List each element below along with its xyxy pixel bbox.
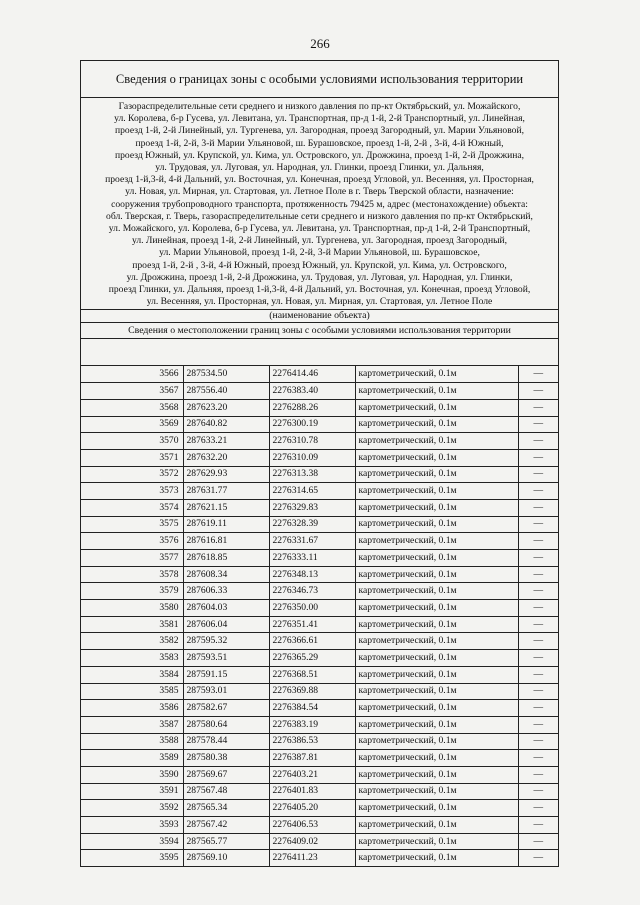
form-title: Сведения о границах зоны с особыми условиями использования территории [81,61,558,98]
point-number-cell: 3584 [81,666,183,683]
table-row [81,800,558,817]
coordinate-y-cell: 2276350.00 [269,600,355,617]
determination-method-cell: картометрический, 0.1м [355,716,518,733]
point-number-cell: 3586 [81,700,183,717]
coordinate-x-cell: 287556.40 [183,383,269,400]
determination-method-cell: картометрический, 0.1м [355,766,518,783]
coordinate-x-cell: 287632.20 [183,449,269,466]
determination-method-cell: картометрический, 0.1м [355,833,518,850]
coordinate-y-cell: 2276403.21 [269,766,355,783]
determination-method-cell: картометрический, 0.1м [355,366,518,382]
note-cell: — [518,499,558,516]
point-number-cell: 3580 [81,600,183,617]
determination-method-cell: картометрический, 0.1м [355,800,518,817]
coordinate-x-cell: 287567.42 [183,817,269,834]
table-row [81,550,558,567]
coordinate-y-cell: 2276300.19 [269,416,355,433]
table-header-spacer [81,339,558,366]
description-line: проезд Глинки, ул. Дальняя, проезд 1-й,3-й, 4-й Дальний, ул. Восточная, ул. Конечная, проезд Угловой, [108,284,531,296]
determination-method-cell: картометрический, 0.1м [355,499,518,516]
determination-method-cell: картометрический, 0.1м [355,449,518,466]
table-row [81,383,558,400]
coordinate-y-cell: 2276351.41 [269,616,355,633]
object-name-caption: (наименование объекта) [81,310,558,323]
coordinate-y-cell: 2276288.26 [269,399,355,416]
note-cell: — [518,766,558,783]
note-cell: — [518,433,558,450]
note-cell: — [518,666,558,683]
point-number-cell: 3593 [81,817,183,834]
object-description [81,98,558,310]
coordinate-x-cell: 287567.48 [183,783,269,800]
table-row [81,449,558,466]
point-number-cell: 3575 [81,516,183,533]
table-row [81,366,558,382]
description-line: проезд 1-й,3-й, 4-й Дальний, ул. Восточная, ул. Конечная, проезд Угловой, ул. Весенняя, ул. Просторная, [105,174,534,186]
determination-method-cell: картометрический, 0.1м [355,666,518,683]
description-line: проезд Южный, ул. Крупской, ул. Кима, ул. Островского, ул. Дрожжина, проезд 1-й, 2-й Дрожжина, [114,149,525,161]
point-number-cell: 3576 [81,533,183,550]
note-cell: — [518,833,558,850]
coordinate-x-cell: 287569.10 [183,850,269,866]
coordinate-x-cell: 287606.33 [183,583,269,600]
point-number-cell: 3569 [81,416,183,433]
note-cell: — [518,600,558,617]
determination-method-cell: картометрический, 0.1м [355,383,518,400]
coordinate-y-cell: 2276331.67 [269,533,355,550]
determination-method-cell: картометрический, 0.1м [355,516,518,533]
coordinate-x-cell: 287580.38 [183,750,269,767]
determination-method-cell: картометрический, 0.1м [355,583,518,600]
note-cell: — [518,466,558,483]
table-row [81,633,558,650]
coordinate-x-cell: 287591.15 [183,666,269,683]
coordinate-x-cell: 287621.15 [183,499,269,516]
table-row [81,833,558,850]
coordinate-y-cell: 2276329.83 [269,499,355,516]
table-row [81,499,558,516]
coordinate-x-cell: 287534.50 [183,366,269,382]
coordinate-y-cell: 2276310.09 [269,449,355,466]
table-row [81,466,558,483]
coordinate-y-cell: 2276366.61 [269,633,355,650]
coordinate-y-cell: 2276365.29 [269,650,355,667]
description-line: проезд 1-й, 2-й , 3-й, 4-й Южный, проезд Южный, ул. Крупской, ул. Кима, ул. Островского, [132,259,507,271]
coordinate-y-cell: 2276310.78 [269,433,355,450]
determination-method-cell: картометрический, 0.1м [355,700,518,717]
coordinate-x-cell: 287631.77 [183,483,269,500]
point-number-cell: 3581 [81,616,183,633]
coordinate-y-cell: 2276348.13 [269,566,355,583]
determination-method-cell: картометрический, 0.1м [355,750,518,767]
determination-method-cell: картометрический, 0.1м [355,399,518,416]
note-cell: — [518,750,558,767]
description-line: ул. Весенняя, ул. Просторная, ул. Новая, ул. Мирная, ул. Стартовая, ул. Летное Поле [146,296,493,308]
coordinate-x-cell: 287580.64 [183,716,269,733]
coordinate-y-cell: 2276368.51 [269,666,355,683]
point-number-cell: 3594 [81,833,183,850]
note-cell: — [518,399,558,416]
table-row [81,566,558,583]
coordinate-y-cell: 2276387.81 [269,750,355,767]
coordinate-x-cell: 287593.51 [183,650,269,667]
note-cell: — [518,616,558,633]
table-row [81,600,558,617]
coordinate-y-cell: 2276383.40 [269,383,355,400]
coordinate-x-cell: 287593.01 [183,683,269,700]
determination-method-cell: картометрический, 0.1м [355,550,518,567]
point-number-cell: 3567 [81,383,183,400]
note-cell: — [518,583,558,600]
coordinate-y-cell: 2276386.53 [269,733,355,750]
coordinate-y-cell: 2276346.73 [269,583,355,600]
determination-method-cell: картометрический, 0.1м [355,817,518,834]
table-row [81,683,558,700]
determination-method-cell: картометрический, 0.1м [355,600,518,617]
point-number-cell: 3577 [81,550,183,567]
note-cell: — [518,416,558,433]
point-number-cell: 3568 [81,399,183,416]
table-row [81,666,558,683]
coordinate-x-cell: 287595.32 [183,633,269,650]
table-row [81,700,558,717]
point-number-cell: 3572 [81,466,183,483]
determination-method-cell: картометрический, 0.1м [355,466,518,483]
table-row [81,783,558,800]
point-number-cell: 3582 [81,633,183,650]
table-row [81,516,558,533]
point-number-cell: 3578 [81,566,183,583]
coordinate-y-cell: 2276405.20 [269,800,355,817]
coordinate-x-cell: 287619.11 [183,516,269,533]
coordinate-y-cell: 2276384.54 [269,700,355,717]
coordinate-x-cell: 287569.67 [183,766,269,783]
zone-boundary-form [80,60,559,867]
point-number-cell: 3589 [81,750,183,767]
description-line: ул. Дрожжина, проезд 1-й, 2-й Дрожжина, ул. Трудовая, ул. Луговая, ул. Народная, ул. Глинки, [126,271,513,283]
note-cell: — [518,683,558,700]
section-title: Сведения о местоположении границ зоны с особыми условиями использования территории [81,323,558,339]
determination-method-cell: картометрический, 0.1м [355,683,518,700]
coordinate-x-cell: 287565.34 [183,800,269,817]
table-row [81,416,558,433]
note-cell: — [518,383,558,400]
determination-method-cell: картометрический, 0.1м [355,566,518,583]
table-row [81,716,558,733]
description-line: ул. Новая, ул. Мирная, ул. Стартовая, ул. Летное Поле в г. Тверь Тверской области, назначение: [125,186,514,198]
description-line: ул. Линейная, проезд 1-й, 2-й Линейный, ул. Тургенева, ул. Загородная, проезд Загородный, [131,235,508,247]
coordinate-y-cell: 2276369.88 [269,683,355,700]
coordinate-y-cell: 2276406.53 [269,817,355,834]
coordinate-y-cell: 2276314.65 [269,483,355,500]
coordinate-x-cell: 287578.44 [183,733,269,750]
description-line: обл. Тверская, г. Тверь, газораспределительные сети среднего и низкого давления по пр-кт Октябрьский, [106,210,533,222]
page-number: 266 [310,36,330,51]
note-cell: — [518,817,558,834]
point-number-cell: 3573 [81,483,183,500]
determination-method-cell: картометрический, 0.1м [355,416,518,433]
coordinate-y-cell: 2276409.02 [269,833,355,850]
description-line: ул. Трудовая, ул. Луговая, ул. Народная, ул. Глинки, проезд Глинки, ул. Дальняя, [155,162,484,174]
coordinate-x-cell: 287618.85 [183,550,269,567]
determination-method-cell: картометрический, 0.1м [355,733,518,750]
determination-method-cell: картометрический, 0.1м [355,483,518,500]
determination-method-cell: картометрический, 0.1м [355,633,518,650]
note-cell: — [518,850,558,866]
description-line: ул. Королева, б-р Гусева, ул. Левитана, ул. Транспортная, пр-д 1-й, 2-й Транспортный, ул. Линейная, [114,113,525,125]
coordinate-x-cell: 287633.21 [183,433,269,450]
determination-method-cell: картометрический, 0.1м [355,616,518,633]
note-cell: — [518,533,558,550]
coordinate-x-cell: 287606.04 [183,616,269,633]
point-number-cell: 3591 [81,783,183,800]
note-cell: — [518,366,558,382]
point-number-cell: 3595 [81,850,183,866]
table-row [81,583,558,600]
coordinate-y-cell: 2276414.46 [269,366,355,382]
coordinate-x-cell: 287582.67 [183,700,269,717]
point-number-cell: 3592 [81,800,183,817]
point-number-cell: 3570 [81,433,183,450]
table-row [81,850,558,866]
table-row [81,533,558,550]
determination-method-cell: картометрический, 0.1м [355,533,518,550]
coordinate-y-cell: 2276383.19 [269,716,355,733]
point-number-cell: 3587 [81,716,183,733]
note-cell: — [518,516,558,533]
coordinate-x-cell: 287608.34 [183,566,269,583]
coordinate-y-cell: 2276328.39 [269,516,355,533]
note-cell: — [518,566,558,583]
point-number-cell: 3571 [81,449,183,466]
table-row [81,750,558,767]
determination-method-cell: картометрический, 0.1м [355,433,518,450]
coordinate-x-cell: 287640.82 [183,416,269,433]
coordinate-y-cell: 2276333.11 [269,550,355,567]
point-number-cell: 3583 [81,650,183,667]
coordinate-y-cell: 2276411.23 [269,850,355,866]
point-number-cell: 3579 [81,583,183,600]
note-cell: — [518,716,558,733]
table-row [81,616,558,633]
note-cell: — [518,449,558,466]
point-number-cell: 3574 [81,499,183,516]
description-line: ул. Марии Ульяновой, проезд 1-й, 2-й, 3-й Марии Ульяновой, ш. Бурашовское, [159,247,480,259]
determination-method-cell: картометрический, 0.1м [355,850,518,866]
note-cell: — [518,700,558,717]
note-cell: — [518,633,558,650]
point-number-cell: 3590 [81,766,183,783]
note-cell: — [518,550,558,567]
determination-method-cell: картометрический, 0.1м [355,783,518,800]
note-cell: — [518,483,558,500]
description-line: проезд 1-й, 2-й, 3-й Марии Ульяновой, ш. Бурашовское, проезд 1-й, 2-й , 3-й, 4-й Южный, [135,137,504,149]
point-number-cell: 3588 [81,733,183,750]
coordinate-x-cell: 287565.77 [183,833,269,850]
description-line: ул. Можайского, ул. Королева, б-р Гусева, ул. Левитана, ул. Транспортная, пр-д 1-й, 2-й Транспортный, [108,223,531,235]
description-line: проезд 1-й, 2-й Линейный, ул. Тургенева, ул. Загородная, проезд Загородный, ул. Марии Ульяновой, [114,125,524,137]
table-row [81,733,558,750]
description-line: сооружения трубопроводного транспорта, протяженность 79425 м, адрес (местонахождение) объекта: [111,198,528,210]
point-number-cell: 3566 [81,366,183,382]
note-cell: — [518,733,558,750]
coordinate-x-cell: 287604.03 [183,600,269,617]
coordinate-y-cell: 2276313.38 [269,466,355,483]
determination-method-cell: картометрический, 0.1м [355,650,518,667]
coordinate-x-cell: 287616.81 [183,533,269,550]
note-cell: — [518,650,558,667]
table-row [81,433,558,450]
coordinate-y-cell: 2276401.83 [269,783,355,800]
table-row [81,399,558,416]
description-line: Газораспределительные сети среднего и низкого давления по пр-кт Октябрьский, ул. Можайского, [118,101,521,112]
table-row [81,766,558,783]
note-cell: — [518,783,558,800]
table-row [81,650,558,667]
table-row [81,817,558,834]
point-number-cell: 3585 [81,683,183,700]
note-cell: — [518,800,558,817]
table-row [81,483,558,500]
coordinates-table [81,366,558,866]
coordinate-x-cell: 287623.20 [183,399,269,416]
coordinate-x-cell: 287629.93 [183,466,269,483]
